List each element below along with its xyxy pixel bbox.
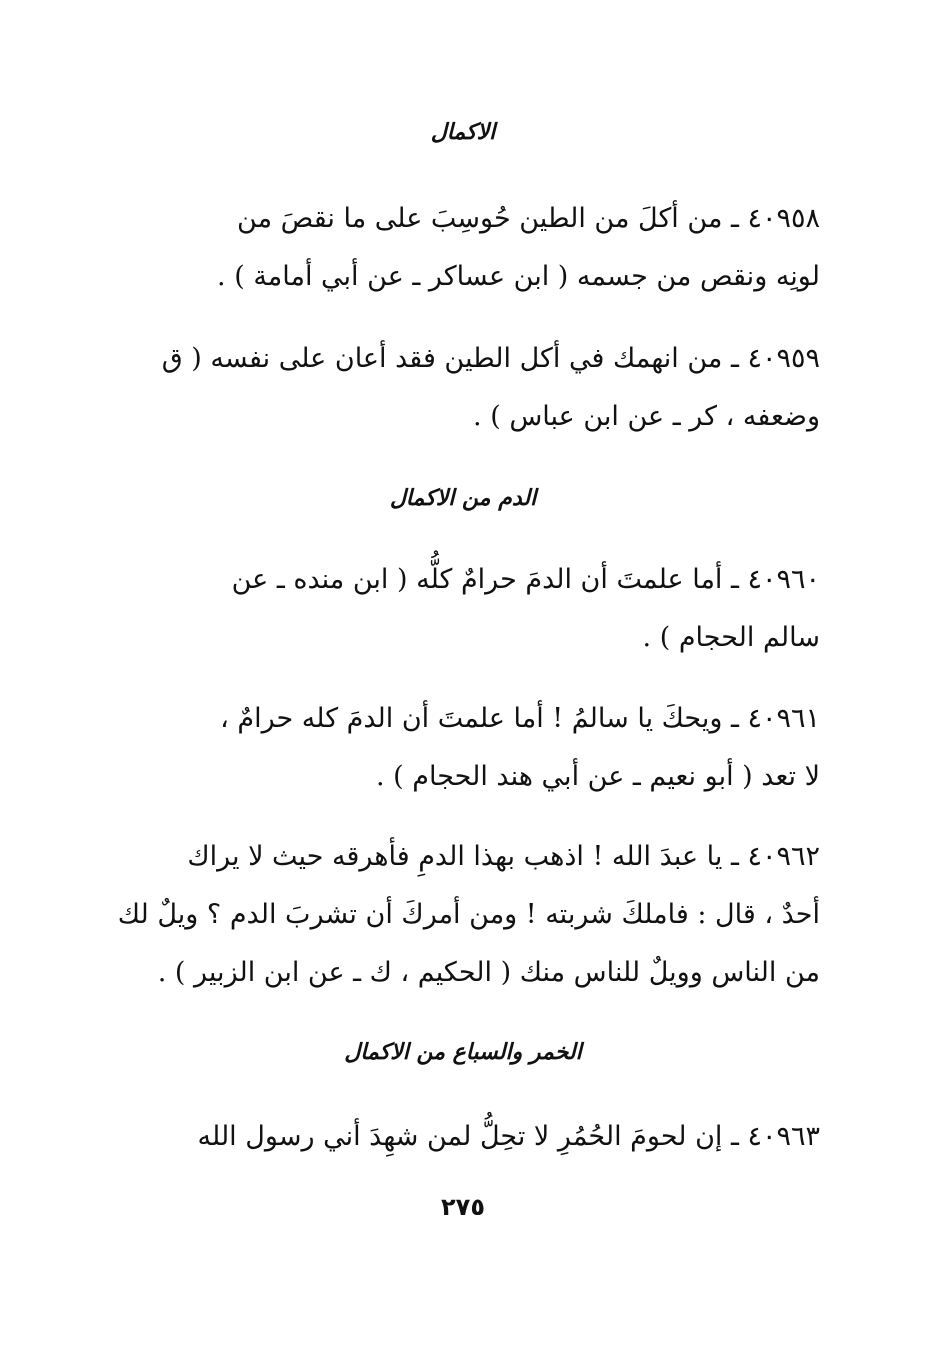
hadith-entry bbox=[117, 828, 820, 1002]
hadith-entry bbox=[120, 1108, 820, 1166]
hadith-entry bbox=[120, 690, 820, 806]
entry-line: من الناس وويلٌ للناس منك ( الحكيم ، ك ـ عن ابن الزبير ) . bbox=[157, 957, 820, 988]
hadith-entry bbox=[120, 190, 820, 306]
section-heading: الخمر والسباع من الاكمال bbox=[344, 1040, 582, 1065]
section-heading: الدم من الاكمال bbox=[389, 486, 537, 511]
entry-line: وضعفه ، كر ـ عن ابن عباس ) . bbox=[473, 401, 820, 432]
entry-line: سالم الحجام ) . bbox=[642, 622, 820, 653]
running-title: الاكمال bbox=[430, 120, 496, 145]
hadith-entry bbox=[120, 551, 820, 667]
entry-line: ٤٠٩٥٨ ـ من أكلَ من الطين حُوسِبَ على ما نقصَ من bbox=[237, 203, 820, 234]
entry-line: ٤٠٩٦٠ ـ أما علمتَ أن الدمَ حرامٌ كلُّه ( ابن منده ـ عن bbox=[231, 564, 820, 595]
entry-line: ٤٠٩٥٩ ـ من انهمك في أكل الطين فقد أعان على نفسه ( ق bbox=[161, 343, 820, 374]
entry-line: ٤٠٩٦١ ـ ويحكَ يا سالمُ ! أما علمتَ أن الدمَ كله حرامٌ ، bbox=[220, 703, 820, 734]
entry-line: لونِه ونقص من جسمه ( ابن عساكر ـ عن أبي أمامة ) . bbox=[217, 261, 820, 292]
entry-line: أحدٌ ، قال : فاملكَ شربته ! ومن أمركَ أن تشربَ الدم ؟ ويلٌ لك bbox=[117, 899, 820, 930]
entry-line: لا تعد ( أبو نعيم ـ عن أبي هند الحجام ) . bbox=[376, 761, 820, 792]
hadith-entry bbox=[120, 330, 820, 446]
entry-line: ٤٠٩٦٣ ـ إن لحومَ الحُمُرِ لا تحِلُّ لمن شهِدَ أني رسول الله bbox=[197, 1121, 820, 1152]
entry-line: ٤٠٩٦٢ ـ يا عبدَ الله ! اذهب بهذا الدمِ فأهرقه حيث لا يراك bbox=[187, 841, 820, 872]
page-number: ٢٧٥ bbox=[441, 1193, 485, 1221]
